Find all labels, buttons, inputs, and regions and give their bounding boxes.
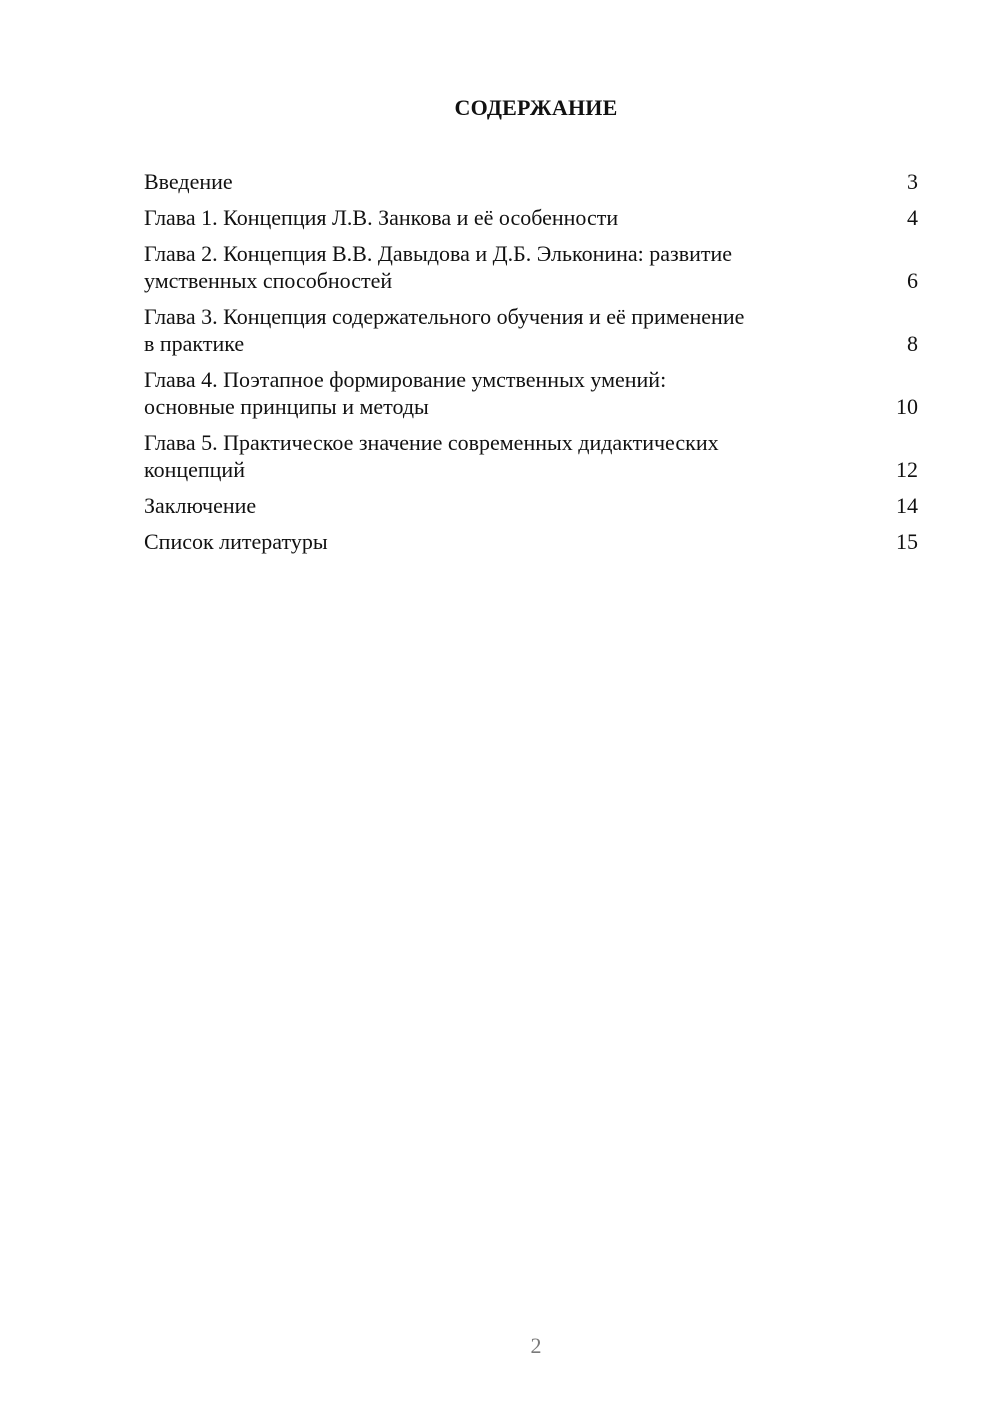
toc-entry-title (144, 492, 834, 519)
toc-entry-chapter-4[interactable] (144, 366, 918, 420)
table-of-contents (144, 168, 918, 564)
toc-entry-title (144, 429, 834, 483)
toc-entry-conclusion[interactable] (144, 492, 918, 519)
toc-entry-page: 10 (896, 394, 918, 419)
toc-entry-title-line: в практике (144, 331, 245, 356)
toc-entry-title-line: Глава 3. Концепция содержательного обучения и её применение (144, 304, 745, 329)
toc-entry-title-line: основные принципы и методы (144, 394, 429, 419)
toc-entry-title-line: Заключение (144, 493, 257, 518)
toc-entry-page: 12 (896, 457, 918, 482)
toc-entry-title (144, 204, 834, 231)
toc-entry-chapter-1[interactable] (144, 204, 918, 231)
toc-entry-page: 8 (907, 331, 918, 356)
toc-entry-page: 6 (907, 268, 918, 293)
toc-entry-title-line: Глава 5. Практическое значение современных дидактических (144, 430, 719, 455)
toc-entry-title (144, 303, 834, 357)
toc-entry-references[interactable] (144, 528, 918, 555)
toc-entry-title-line: Глава 1. Концепция Л.В. Занкова и её особенности (144, 205, 619, 230)
toc-entry-title (144, 528, 834, 555)
page-number: 2 (530, 1333, 542, 1358)
toc-entry-page: 3 (907, 169, 918, 194)
toc-entry-page: 4 (907, 205, 918, 230)
toc-entry-title-line: Глава 2. Концепция В.В. Давыдова и Д.Б. Эльконина: развитие (144, 241, 733, 266)
toc-entry-title-line: концепций (144, 457, 245, 482)
page-title: СОДЕРЖАНИЕ (454, 95, 618, 120)
toc-entry-title-line: Список литературы (144, 529, 328, 554)
toc-entry-chapter-5[interactable] (144, 429, 918, 483)
toc-entry-title (144, 240, 834, 294)
toc-entry-chapter-2[interactable] (144, 240, 918, 294)
toc-entry-title-line: умственных способностей (144, 268, 393, 293)
toc-entry-introduction[interactable] (144, 168, 918, 195)
toc-entry-chapter-3[interactable] (144, 303, 918, 357)
toc-entry-title-line: Глава 4. Поэтапное формирование умственных умений: (144, 367, 667, 392)
toc-entry-page: 14 (896, 493, 918, 518)
toc-entry-page: 15 (896, 529, 918, 554)
toc-entry-title (144, 168, 834, 195)
toc-entry-title (144, 366, 834, 420)
toc-entry-title-line: Введение (144, 169, 233, 194)
